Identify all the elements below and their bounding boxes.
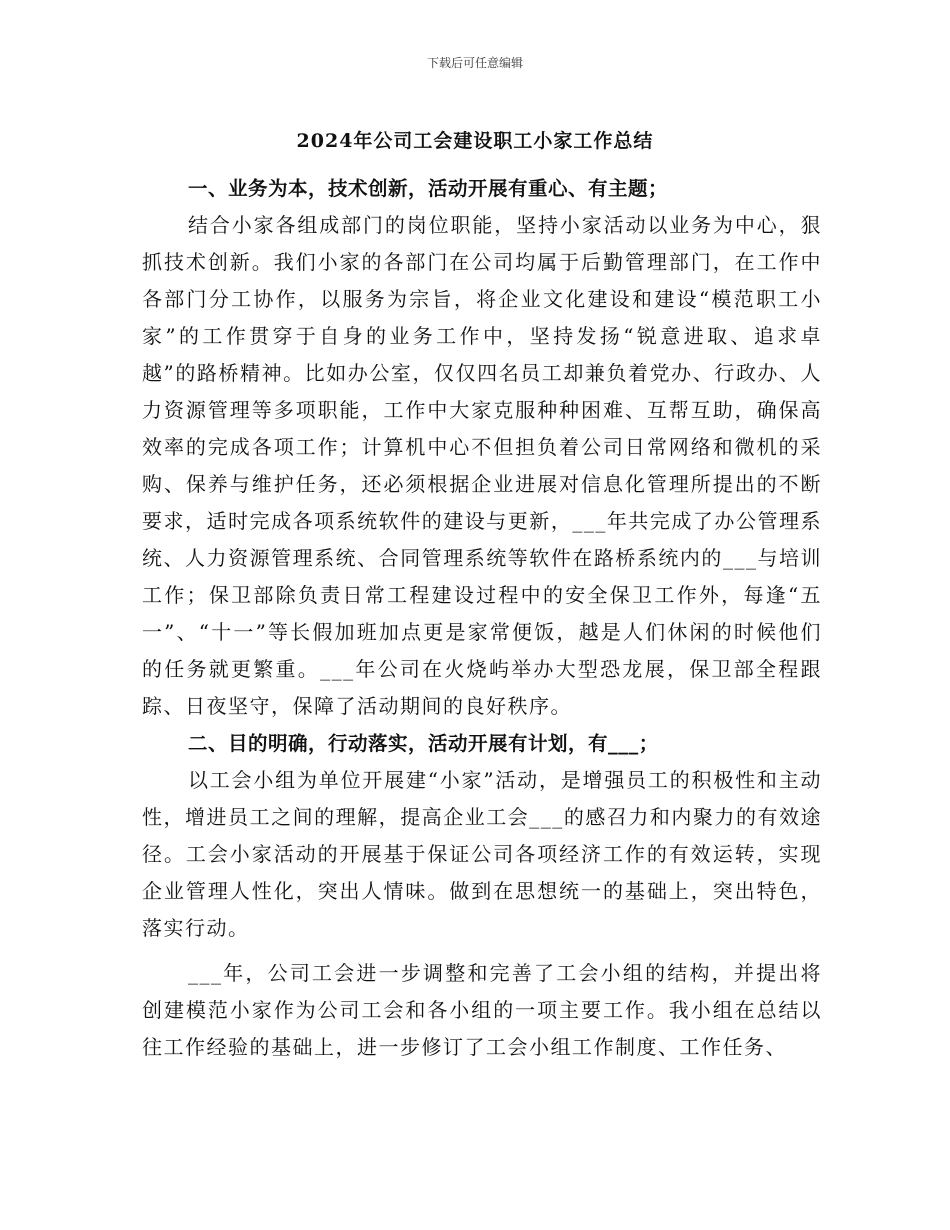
section-2-heading: 二、目的明确，行动落实，活动开展有计划，有___； <box>188 732 659 755</box>
section-1-heading: 一、业务为本，技术创新，活动开展有重心、有主题； <box>188 177 669 200</box>
section-2-paragraph-1: 以工会小组为单位开展建“小家”活动，是增强员工的积极性和主动性，增进员工之间的理解，提高企业工会___的感召力和内聚力的有效途径。工会小家活动的开展基于保证公司各项经济工作的有效运转，实现企业管理人性化，突出人情味。做到在思想统一的基础上，突出特色，落实行动。 <box>142 768 822 940</box>
section-1-paragraph-1: 结合小家各组成部门的岗位职能，坚持小家活动以业务为中心，狠抓技术创新。我们小家的各部门在公司均属于后勤管理部门，在工作中各部门分工协作，以服务为宗旨，将企业文化建设和建设“模范职工小家”的工作贯穿于自身的业务工作中，坚持发扬“锐意进取、追求卓越”的路桥精神。比如办公室，仅仅四名员工却兼负着党办、行政办、人力资源管理等多项职能，工作中大家克服种种困难、互帮互助，确保高效率的完成各项工作；计算机中心不但担负着公司日常网络和微机的采购、保养与维护任务，还必须根据企业进展对信息化管理所提出的不断要求，适时完成各项系统软件的建设与更新，___年共完成了办公管理系统、人力资源管理系统、合同管理系统等软件在路桥系统内的___与培训工作；保卫部除负责日常工程建设过程中的安全保卫工作外，每逢“五一”、“十一”等长假加班加点更是家常便饭，越是人们休闲的时候他们的任务就更繁重。___年公司在火烧屿举办大型恐龙展，保卫部全程跟踪、日夜坚守，保障了活动期间的良好秩序。 <box>142 213 822 718</box>
section-2-paragraph-2: ___年，公司工会进一步调整和完善了工会小组的结构，并提出将创建模范小家作为公司工会和各小组的一项主要工作。我小组在总结以往工作经验的基础上，进一步修订了工会小组工作制度、工作任务、 <box>142 961 822 1059</box>
header-note: 下载后可任意编辑 <box>426 56 523 70</box>
document-body <box>142 170 822 1066</box>
document-title: 2024年公司工会建设职工小家工作总结 <box>296 130 654 152</box>
